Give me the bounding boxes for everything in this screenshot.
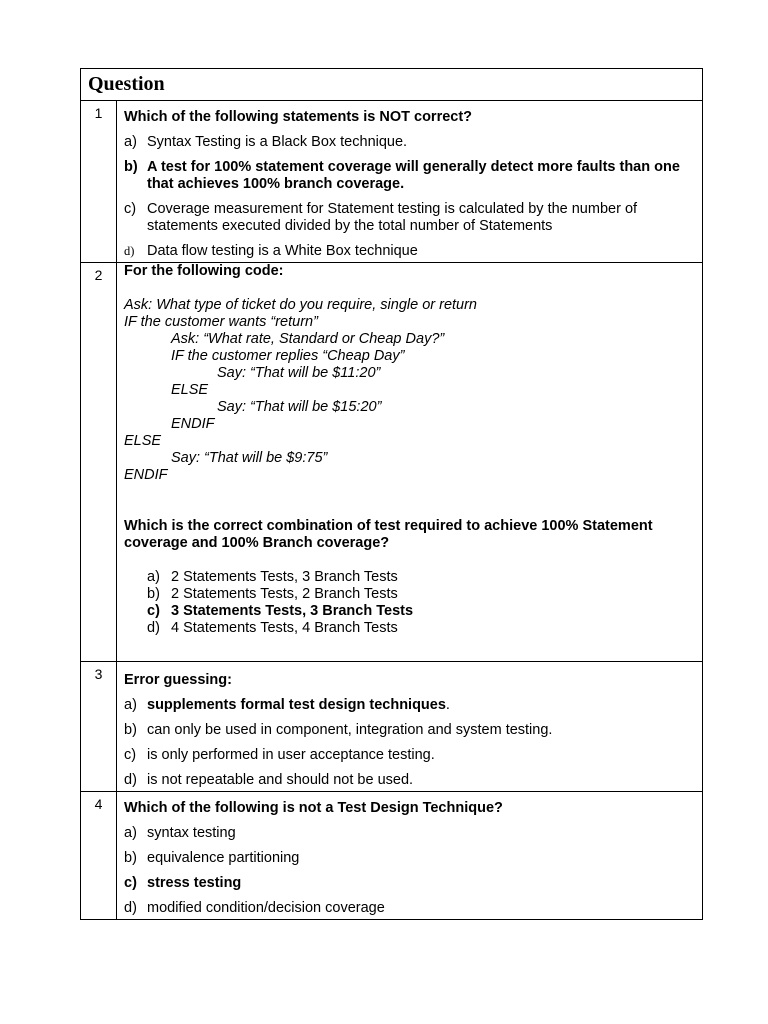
code-line: IF the customer wants “return” bbox=[124, 314, 318, 331]
option-a: a) 2 Statements Tests, 3 Branch Tests bbox=[147, 569, 398, 586]
code-line: Say: “That will be $15:20” bbox=[217, 399, 382, 416]
question-content bbox=[117, 263, 703, 661]
option-d: d) 4 Statements Tests, 4 Branch Tests bbox=[147, 620, 398, 637]
option-c-correct-answer: c) stress testing bbox=[124, 874, 242, 891]
question-number: 2 bbox=[81, 263, 117, 661]
table-header-row bbox=[81, 69, 703, 101]
code-line: IF the customer replies “Cheap Day” bbox=[171, 348, 405, 365]
option-c: c) Coverage measurement for Statement testing is calculated by the number of statements executed divided by the total number of Statements bbox=[124, 201, 638, 235]
table-header: Question bbox=[81, 69, 703, 101]
option-d: d) is not repeatable and should not be used. bbox=[124, 771, 414, 788]
option-c: c) is only performed in user acceptance testing. bbox=[124, 746, 435, 763]
option-b-correct-answer: b) A test for 100% statement coverage will generally detect more faults than one that achieves 100% branch coverage. bbox=[124, 159, 680, 193]
option-d: d) Data flow testing is a White Box technique bbox=[124, 243, 418, 260]
question-content bbox=[117, 101, 703, 263]
option-c-correct-answer: c) 3 Statements Tests, 3 Branch Tests bbox=[147, 603, 414, 620]
code-line: ENDIF bbox=[124, 467, 168, 484]
question-text: Error guessing: bbox=[124, 671, 232, 688]
question-content bbox=[117, 661, 703, 791]
question-content bbox=[117, 791, 703, 919]
option-a: a) syntax testing bbox=[124, 824, 236, 841]
code-line: Say: “That will be $9:75” bbox=[171, 450, 328, 467]
option-b: b) equivalence partitioning bbox=[124, 849, 300, 866]
question-number: 4 bbox=[81, 791, 117, 919]
code-line: ELSE bbox=[171, 382, 209, 399]
question-text: Which is the correct combination of test required to achieve 100% Statement coverage and 100% Branch coverage? bbox=[124, 518, 653, 552]
option-a: a) Syntax Testing is a Black Box technique. bbox=[124, 134, 408, 151]
question-intro: For the following code: bbox=[124, 263, 284, 280]
code-line: Ask: What type of ticket do you require, single or return bbox=[124, 297, 477, 314]
option-b: b) can only be used in component, integration and system testing. bbox=[124, 721, 553, 738]
question-text: Which of the following statements is NOT correct? bbox=[124, 109, 473, 126]
question-number: 1 bbox=[81, 101, 117, 263]
question-row-1 bbox=[81, 101, 703, 263]
question-number: 3 bbox=[81, 661, 117, 791]
options-list bbox=[124, 569, 696, 637]
option-d: d) modified condition/decision coverage bbox=[124, 899, 385, 916]
option-b: b) 2 Statements Tests, 2 Branch Tests bbox=[147, 586, 398, 603]
code-line: ENDIF bbox=[171, 416, 215, 433]
question-text: Which of the following is not a Test Design Technique? bbox=[124, 799, 503, 816]
question-row-4 bbox=[81, 791, 703, 919]
code-line: Say: “That will be $11:20” bbox=[217, 365, 381, 382]
code-line: ELSE bbox=[124, 433, 162, 450]
option-a-correct-answer: a) supplements formal test design techniques. bbox=[124, 696, 450, 713]
question-table bbox=[80, 68, 703, 920]
code-line: Ask: “What rate, Standard or Cheap Day?” bbox=[171, 331, 445, 348]
code-block bbox=[124, 297, 696, 484]
question-row-3 bbox=[81, 661, 703, 791]
question-row-2 bbox=[81, 263, 703, 661]
